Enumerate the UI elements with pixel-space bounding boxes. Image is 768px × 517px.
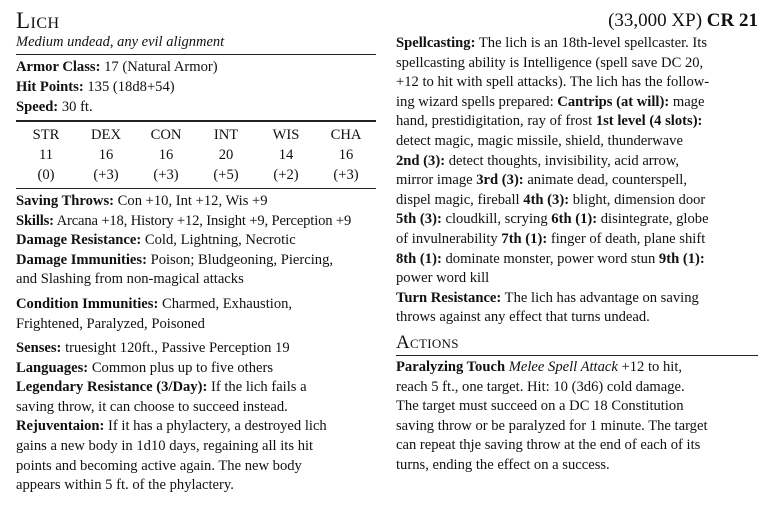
spell-list-5th: 5th (3): cloudkill, scrying 6th (1): disintegrate, globe bbox=[396, 211, 709, 228]
paralyzing-touch: Paralyzing Touch Melee Spell Attack +12 to hit, bbox=[396, 358, 683, 375]
hit-points: Hit Points: 135 (18d8+54) bbox=[16, 78, 175, 95]
skills: Skills: Arcana +18, History +12, Insight +9, Perception +9 bbox=[16, 212, 352, 229]
divider bbox=[16, 188, 376, 189]
spell-list-7th: of invulnerability 7th (1): finger of death, plane shift bbox=[396, 230, 706, 247]
cr-value: CR 21 bbox=[706, 10, 758, 31]
divider bbox=[396, 355, 758, 356]
actions-heading: Actions bbox=[396, 331, 459, 353]
legendary-resistance-cont: saving throw, it can choose to succeed instead. bbox=[16, 398, 288, 415]
divider bbox=[16, 54, 376, 55]
damage-resistance: Damage Resistance: Cold, Lightning, Necrotic bbox=[16, 232, 296, 249]
senses: Senses: truesight 120ft., Passive Perception 19 bbox=[16, 340, 290, 357]
paralyzing-touch-text: can repeat thje saving throw at the end of each of its bbox=[396, 437, 701, 454]
armor-class: Armor Class: 17 (Natural Armor) bbox=[16, 59, 218, 76]
right-column bbox=[396, 34, 758, 475]
turn-resistance: Turn Resistance: The lich has advantage on saving bbox=[396, 289, 699, 306]
spell-list-9th: power word kill bbox=[396, 270, 490, 287]
spellcasting-text: spellcasting ability is Intelligence (spell save DC 20, bbox=[396, 54, 704, 71]
spell-list-1st: detect magic, magic missile, shield, thunderwave bbox=[396, 132, 683, 149]
paralyzing-touch-text: turns, ending the effect on a success. bbox=[396, 456, 610, 473]
paralyzing-touch-text: The target must succeed on a DC 18 Constitution bbox=[396, 398, 684, 415]
title-row bbox=[16, 0, 758, 33]
languages: Languages: Common plus up to five others bbox=[16, 359, 274, 376]
paralyzing-touch-text: saving throw or be paralyzed for 1 minute. The target bbox=[396, 417, 708, 434]
ability-scores bbox=[16, 125, 376, 185]
xp-value: (33,000 XP) bbox=[608, 10, 703, 31]
speed: Speed: 30 ft. bbox=[16, 98, 93, 115]
legendary-resistance: Legendary Resistance (3/Day): If the lich fails a bbox=[16, 379, 307, 396]
spellcasting: Spellcasting: The lich is an 18th-level spellcaster. Its bbox=[396, 35, 708, 51]
spell-list-3rd: mirror image 3rd (3): animate dead, counterspell, bbox=[396, 172, 687, 189]
ability-modifiers: (0) (+3) (+3) (+5) (+2) (+3) bbox=[37, 166, 359, 183]
monster-subtitle: Medium undead, any evil alignment bbox=[16, 34, 225, 50]
rejuvenation: Rejuventaion: If it has a phylactery, a destroyed lich bbox=[16, 418, 327, 435]
challenge-rating bbox=[608, 9, 758, 33]
ability-values: 11 16 16 20 14 16 bbox=[38, 146, 354, 163]
spellcasting-text: ing wizard spells prepared: Cantrips (at will): mage bbox=[396, 93, 705, 110]
condition-immunities: Condition Immunities: Charmed, Exhaustion, bbox=[16, 295, 293, 312]
turn-resistance-cont: throws against any effect that turns undead. bbox=[396, 309, 650, 326]
rejuvenation-cont: points and becoming active again. The new body bbox=[16, 457, 302, 474]
monster-name: Lich bbox=[16, 8, 60, 33]
spell-list-8th: 8th (1): dominate monster, power word stun 9th (1): bbox=[396, 250, 705, 267]
spell-list-2nd: 2nd (3): detect thoughts, invisibility, acid arrow, bbox=[396, 152, 680, 169]
ability-names: STR DEX CON INT WIS CHA bbox=[32, 126, 362, 143]
condition-immunities-cont: Frightened, Paralyzed, Poisoned bbox=[16, 315, 205, 332]
rejuvenation-cont: appears within 5 ft. of the phylactery. bbox=[16, 477, 234, 494]
spell-list-cantrips: hand, prestidigitation, ray of frost 1st level (4 slots): bbox=[396, 113, 703, 130]
damage-immunities: Damage Immunities: Poison; Bludgeoning, Piercing, bbox=[16, 251, 334, 268]
damage-immunities-cont: and Slashing from non-magical attacks bbox=[16, 271, 244, 288]
saving-throws: Saving Throws: Con +10, Int +12, Wis +9 bbox=[16, 192, 268, 209]
divider bbox=[16, 120, 376, 121]
spellcasting-text: +12 to hit with spell attacks). The lich has the follow- bbox=[396, 74, 710, 91]
spell-list-4th: dispel magic, fireball 4th (3): blight, dimension door bbox=[396, 191, 706, 208]
paralyzing-touch-text: reach 5 ft., one target. Hit: 10 (3d6) cold damage. bbox=[396, 378, 685, 395]
rejuvenation-cont: gains a new body in 1d10 days, regaining all its hit bbox=[16, 438, 314, 455]
